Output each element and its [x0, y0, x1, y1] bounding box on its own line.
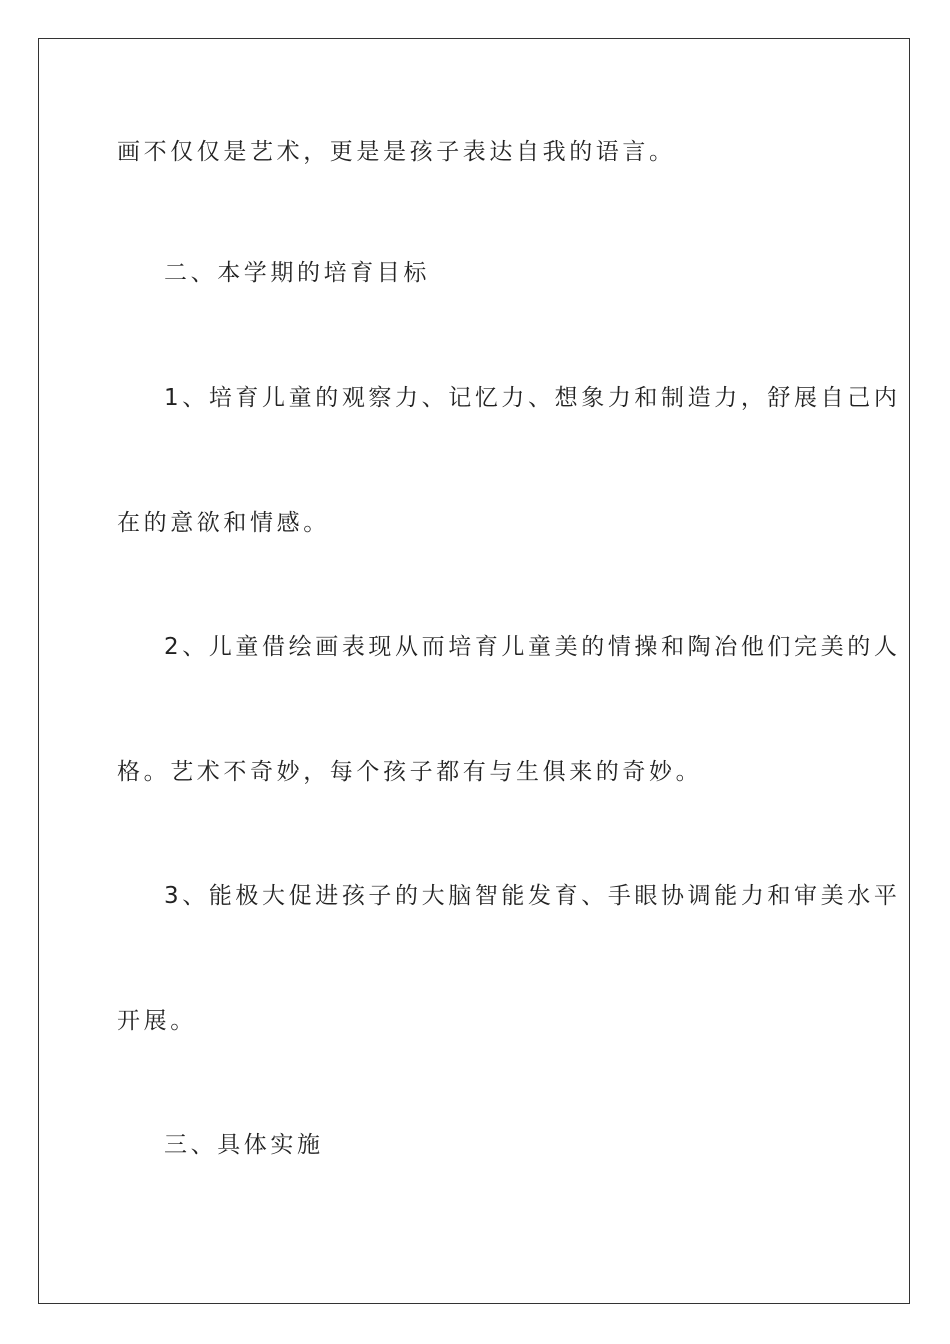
paragraph-line: 在的意欲和情感。 — [117, 510, 330, 536]
paragraph-line: 1、培育儿童的观察力、记忆力、想象力和制造力，舒展自己内 — [164, 385, 901, 411]
paragraph-line: 开展。 — [117, 1008, 197, 1034]
paragraph-line: 3、能极大促进孩子的大脑智能发育、手眼协调能力和审美水平 — [164, 883, 901, 909]
section-heading: 三、具体实施 — [164, 1132, 324, 1158]
section-heading: 二、本学期的培育目标 — [164, 260, 430, 286]
page-frame — [38, 38, 910, 1304]
paragraph-line: 格。艺术不奇妙，每个孩子都有与生俱来的奇妙。 — [117, 759, 703, 785]
paragraph-line: 2、儿童借绘画表现从而培育儿童美的情操和陶冶他们完美的人 — [164, 634, 901, 660]
paragraph-line: 画不仅仅是艺术，更是是孩子表达自我的语言。 — [117, 139, 676, 165]
